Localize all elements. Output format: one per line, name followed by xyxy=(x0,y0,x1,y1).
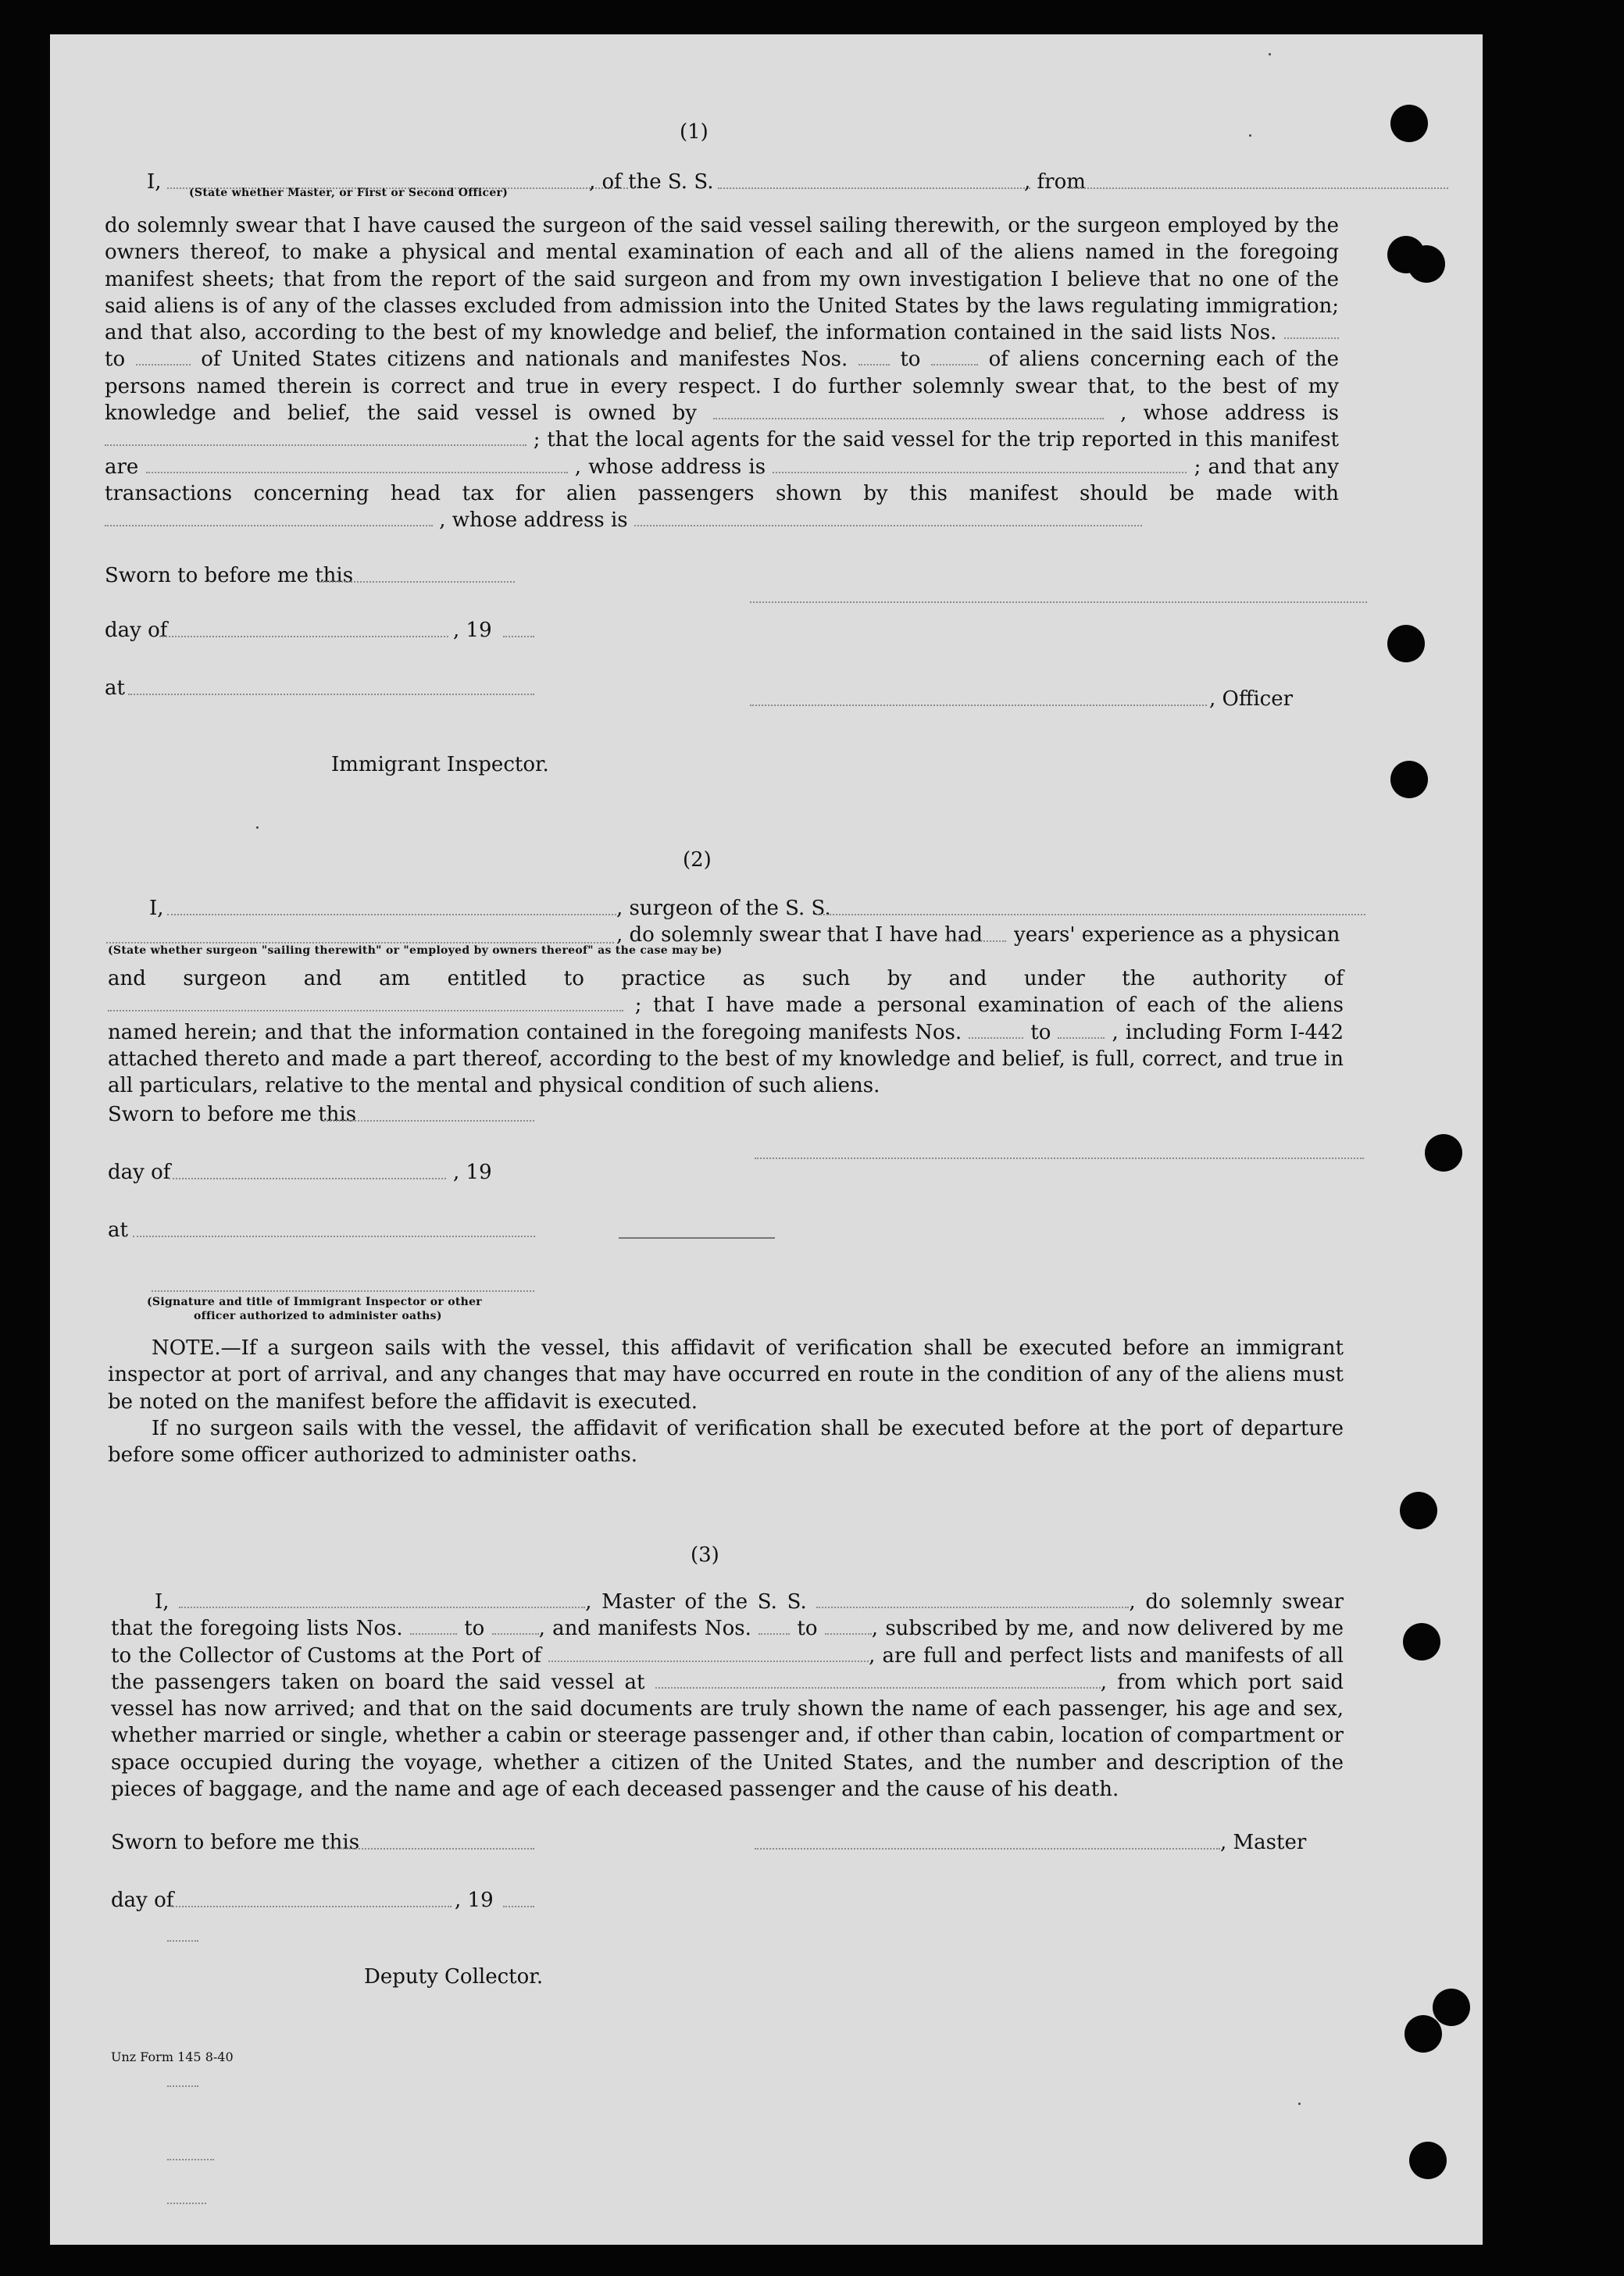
s3-year-field[interactable] xyxy=(503,1906,534,1907)
s3-sworn-label: Sworn to before me this xyxy=(111,1831,360,1854)
s3-manifests-from-field[interactable] xyxy=(758,1619,790,1635)
section-2-heading: (2) xyxy=(683,848,712,872)
s2-i-label: I, xyxy=(149,897,164,920)
s3-deputy-label: Deputy Collector. xyxy=(364,1965,544,1989)
s2-state-note: (State whether surgeon "sailing therewith" or "employed by owners thereof" as the case may be) xyxy=(108,944,723,957)
s1-at-field[interactable] xyxy=(128,694,534,695)
scan-mark xyxy=(167,2159,214,2160)
s3-port-field[interactable] xyxy=(548,1646,869,1662)
s3-day-of-label: day of xyxy=(111,1889,174,1912)
s2-surgeon-name-field[interactable] xyxy=(167,914,616,915)
scan-mark xyxy=(167,2203,206,2204)
s2-sig-note-1: (Signature and title of Immigrant Inspector or other xyxy=(147,1296,482,1308)
s1-sworn-day-field[interactable] xyxy=(319,581,515,583)
s1-inspector-label: Immigrant Inspector. xyxy=(331,753,549,776)
form-page xyxy=(50,34,1483,2245)
punch-hole xyxy=(1390,105,1428,142)
scan-speck xyxy=(256,826,259,829)
form-number: Unz Form 145 8-40 xyxy=(111,2049,234,2064)
s2-manifests-from-field[interactable] xyxy=(969,1023,1023,1039)
s1-day-of-label: day of xyxy=(105,619,168,642)
s1-year-field[interactable] xyxy=(503,636,534,637)
s2-place-line xyxy=(619,1237,775,1239)
s2-at-field[interactable] xyxy=(133,1236,535,1237)
s2-day-of-field[interactable] xyxy=(169,1178,446,1179)
s1-sworn-label: Sworn to before me this xyxy=(105,564,354,587)
s3-day-of-field[interactable] xyxy=(170,1906,452,1907)
s2-surgeon-of-label: , surgeon of the S. S. xyxy=(616,897,831,920)
s1-owner-address-field[interactable] xyxy=(105,430,526,446)
s1-from-label: , from xyxy=(1024,170,1086,194)
s3-lists-from-field[interactable] xyxy=(410,1619,457,1635)
s1-day-of-field[interactable] xyxy=(159,636,448,637)
s2-day-of-label: day of xyxy=(108,1161,171,1184)
s3-vessel-name-field[interactable] xyxy=(816,1593,1129,1608)
s3-manifests-to-field[interactable] xyxy=(825,1619,872,1635)
s2-inspector-signature-line[interactable] xyxy=(152,1290,534,1292)
s2-years-label: years' experience as a physican xyxy=(1014,923,1340,947)
s3-master-signature-line[interactable] xyxy=(755,1848,1220,1850)
s2-years-field[interactable] xyxy=(947,940,1006,942)
s3-oath-body: I, , Master of the S. S. , do solemnly swear that the foregoing lists Nos. to , and manifests Nos. to , subscribed by me, and now delivered by me to the Collector of Customs at the Port of , are full and perfect lists and manifests of all the passengers taken on board the said vessel at , from which port said vessel has now arrived; and that on the said documents are truly shown the name of each passenger, his age and sex, whether married or single, whether a cabin or steerage passenger and, if other than cabin, location of compartment or space occupied during the voyage, whether a citizen of the United States, and the number and description of the pieces of baggage, and the name and age of each deceased passenger and the cause of his death. xyxy=(111,1590,1344,1802)
s3-nineteen-label: , 19 xyxy=(455,1889,494,1912)
punch-hole xyxy=(1400,1492,1437,1529)
s2-vessel-name-field[interactable] xyxy=(817,914,1365,915)
section-1-heading: (1) xyxy=(680,120,708,144)
s1-i-label: I, xyxy=(147,170,162,194)
s3-boarding-port-field[interactable] xyxy=(655,1673,1101,1689)
s2-oath-body: and surgeon and am entitled to practice as such by and under the authority of ; that I have made a personal examination of each of the aliens named herein; and that the information contained in the foregoing manifests Nos. to , including Form I-442 attached thereto and made a part thereof, according to the best of my knowledge and belief, is full, correct, and true in all particulars, relative to the mental and physical condition of such aliens. xyxy=(108,967,1344,1098)
s2-sailing-status-field[interactable] xyxy=(106,942,614,944)
s1-citizen-lists-to-field[interactable] xyxy=(136,350,191,366)
punch-hole xyxy=(1403,1623,1440,1661)
s1-vessel-name-field[interactable] xyxy=(718,187,1030,189)
punch-hole xyxy=(1433,1989,1470,2026)
punch-hole xyxy=(1408,245,1445,283)
scan-speck xyxy=(1298,2103,1301,2105)
s3-at-field[interactable] xyxy=(167,1940,198,1942)
s2-sworn-label: Sworn to before me this xyxy=(108,1103,357,1126)
s3-lists-to-field[interactable] xyxy=(492,1619,539,1635)
s1-signature-line[interactable] xyxy=(750,601,1367,603)
s2-note-1: NOTE.—If a surgeon sails with the vessel, this affidavit of verification shall be executed before an immigrant inspector at port of arrival, and any changes that may have occurred en route in the condition of any of the aliens must be noted on the manifest before the affidavit is executed. xyxy=(108,1336,1344,1414)
s1-citizen-lists-from-field[interactable] xyxy=(1284,323,1339,339)
s1-at-label: at xyxy=(105,676,125,700)
punch-hole xyxy=(1409,2142,1447,2179)
s1-agents-address-field[interactable] xyxy=(773,458,1187,473)
s2-authority-field[interactable] xyxy=(108,996,623,1011)
punch-hole xyxy=(1404,2015,1442,2053)
s1-of-ss-label: , of the S. S. xyxy=(589,170,714,194)
punch-hole xyxy=(1387,625,1425,662)
s1-head-tax-party-field[interactable] xyxy=(105,511,433,526)
s1-oath-body: do solemnly swear that I have caused the surgeon of the said vessel sailing therewith, or the surgeon employed by the owners thereof, to make a physical and mental examination of each and all of the aliens named in the foregoing manifest sheets; that from the report of the said surgeon and from my own investigation I believe that no one of the said aliens is of any of the classes excluded from admission into the United States by the laws regulating immigration; and that also, according to the best of my knowledge and belief, the information contained in the said lists Nos. to of United States citizens and nationals and manifestes Nos. to of aliens concerning each of the persons named therein is correct and true in every respect. I do further solemnly swear that, to the best of my knowledge and belief, the said vessel is owned by , whose address is ; that the local agents for the said vessel for the trip reported in this manifest are , whose address is ; and that any transactions concerning head tax for alien passengers shown by this manifest should be made with , whose address is xyxy=(105,214,1340,533)
s3-master-name-field[interactable] xyxy=(179,1593,585,1608)
s2-nineteen-label: , 19 xyxy=(453,1161,492,1184)
s2-sig-note-2: officer authorized to administer oaths) xyxy=(194,1310,442,1322)
punch-hole xyxy=(1425,1134,1462,1172)
s2-signature-line[interactable] xyxy=(755,1158,1364,1159)
s3-sworn-day-field[interactable] xyxy=(331,1848,534,1850)
s1-from-port-field[interactable] xyxy=(1069,187,1448,189)
scan-speck xyxy=(1249,134,1251,137)
s2-at-label: at xyxy=(108,1218,128,1242)
s2-sworn-day-field[interactable] xyxy=(323,1120,534,1122)
s1-officer-note: (State whether Master, or First or Second Officer) xyxy=(189,187,509,199)
s1-nineteen-label: , 19 xyxy=(453,619,492,642)
punch-hole xyxy=(1390,761,1428,798)
s1-manifests-to-field[interactable] xyxy=(931,350,978,366)
s2-note-2: If no surgeon sails with the vessel, the affidavit of verification shall be executed before at the port of departure before some officer authorized to administer oaths. xyxy=(108,1417,1344,1468)
s2-manifests-to-field[interactable] xyxy=(1058,1023,1105,1039)
s1-owner-field[interactable] xyxy=(713,404,1104,419)
s1-officer-signature-line[interactable] xyxy=(750,705,1207,706)
section-3-heading: (3) xyxy=(691,1543,719,1567)
s3-master-label: , Master xyxy=(1220,1831,1307,1854)
s2-swear-label: , do solemnly swear that I have had xyxy=(616,923,983,947)
s1-agents-field[interactable] xyxy=(146,458,568,473)
s1-head-tax-address-field[interactable] xyxy=(634,511,1142,526)
scan-speck xyxy=(1269,53,1271,55)
s1-manifests-from-field[interactable] xyxy=(858,350,890,366)
scan-mark xyxy=(167,2085,198,2087)
s1-officer-label: , Officer xyxy=(1209,687,1294,711)
